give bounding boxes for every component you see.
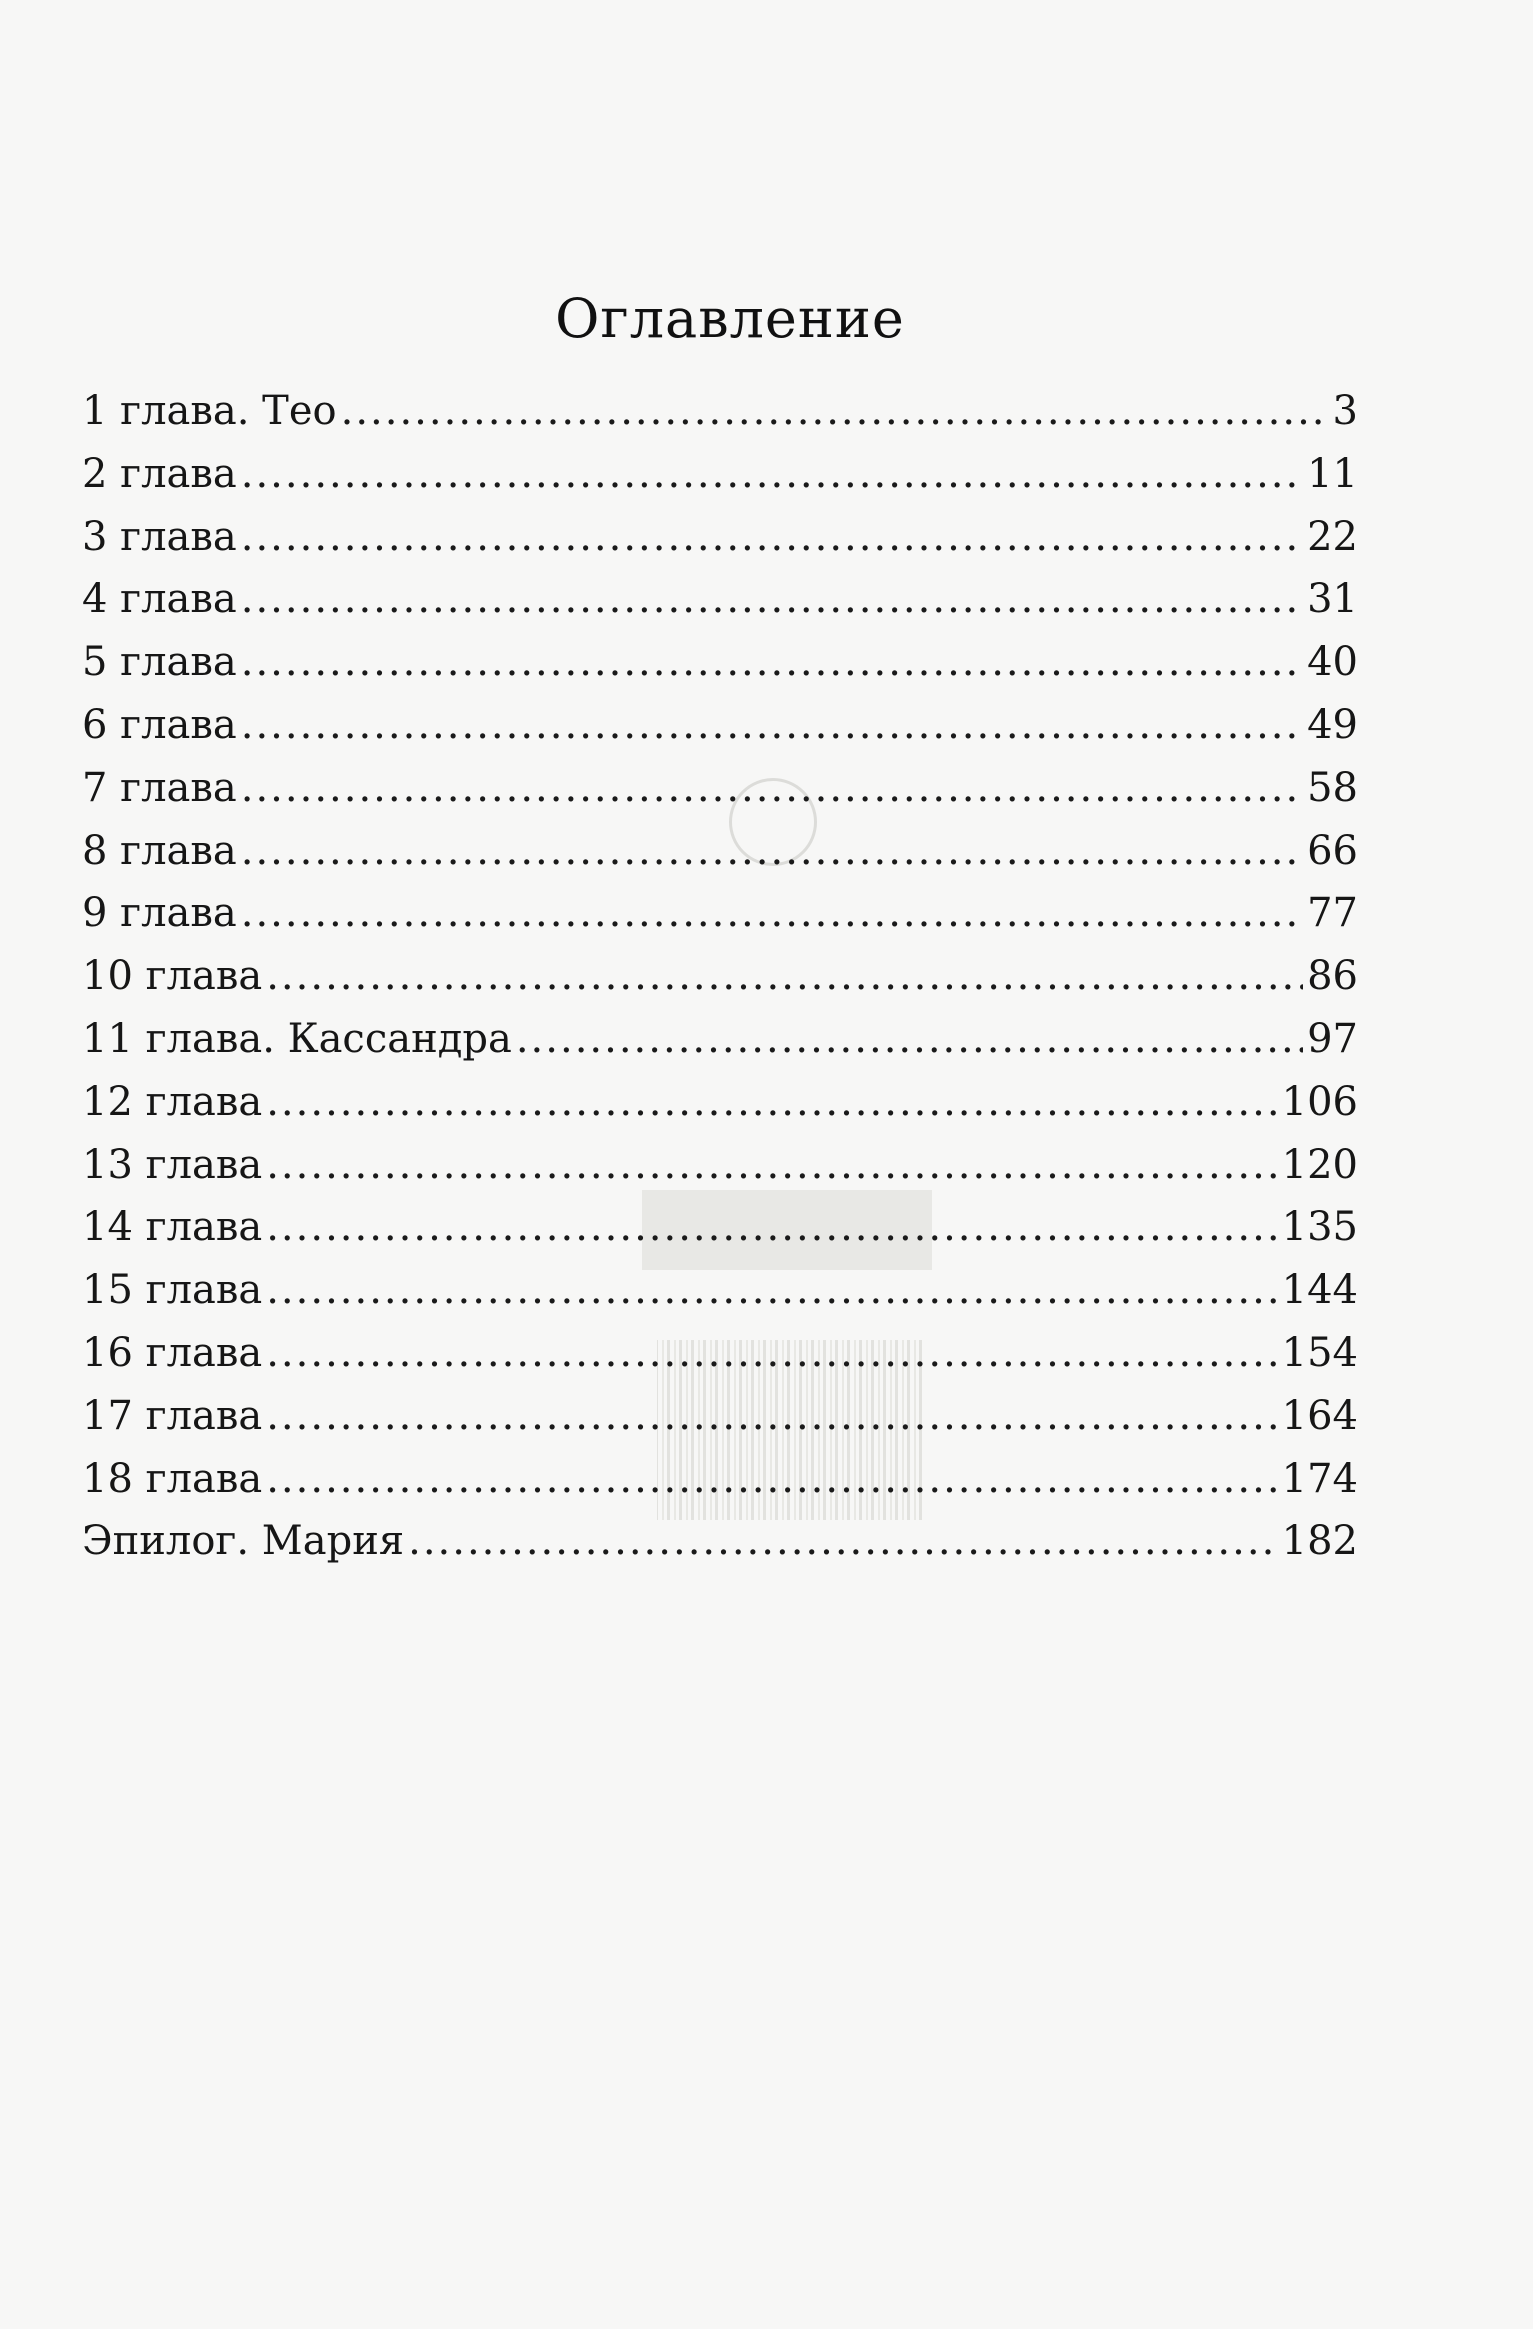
toc-page-number: 97 [1307, 1015, 1358, 1062]
toc-page-number: 11 [1307, 450, 1358, 497]
toc-entry[interactable] [82, 380, 1358, 443]
toc-page-number: 40 [1307, 639, 1358, 686]
toc-entry[interactable] [82, 1196, 1358, 1259]
toc-entry-label: 4 глава [82, 576, 237, 623]
toc-entry[interactable] [82, 945, 1358, 1008]
toc-entry-label: 15 глава [82, 1267, 263, 1314]
toc-entry-label: 10 глава [82, 953, 263, 1000]
dot-leader [266, 1385, 1277, 1448]
dot-leader [266, 1071, 1277, 1134]
toc-entry-label: 5 глава [82, 639, 237, 686]
toc-entry[interactable] [82, 820, 1358, 883]
toc-entry[interactable] [82, 631, 1358, 694]
toc-page-number: 135 [1281, 1204, 1358, 1251]
toc-page-number: 86 [1307, 953, 1358, 1000]
toc-entry[interactable] [82, 1448, 1358, 1511]
toc-entry[interactable] [82, 568, 1358, 631]
toc-entry-label: 3 глава [82, 513, 237, 560]
toc-entry[interactable] [82, 1008, 1358, 1071]
dot-leader [241, 820, 1303, 883]
toc-page-number: 66 [1307, 827, 1358, 874]
toc-page-number: 174 [1281, 1455, 1358, 1502]
dot-leader [266, 1134, 1277, 1197]
toc-entry-label: 16 глава [82, 1329, 263, 1376]
dot-leader [408, 1510, 1278, 1573]
toc-entry[interactable] [82, 443, 1358, 506]
dot-leader [341, 380, 1329, 443]
table-of-contents [82, 380, 1358, 1573]
dot-leader [241, 568, 1303, 631]
toc-page-number: 182 [1281, 1518, 1358, 1565]
dot-leader [241, 757, 1303, 820]
toc-entry[interactable] [82, 694, 1358, 757]
dot-leader [266, 1259, 1277, 1322]
toc-page-number: 144 [1281, 1267, 1358, 1314]
toc-entry[interactable] [82, 1322, 1358, 1385]
dot-leader [241, 631, 1303, 694]
toc-entry[interactable] [82, 757, 1358, 820]
dot-leader [266, 1448, 1277, 1511]
toc-page-number: 3 [1332, 388, 1358, 434]
toc-entry-label: 6 глава [82, 701, 237, 748]
toc-entry-label: 2 глава [82, 450, 237, 497]
toc-entry[interactable] [82, 1385, 1358, 1448]
dot-leader [266, 1196, 1277, 1259]
toc-entry-label: 13 глава [82, 1141, 263, 1188]
toc-entry-label: 12 глава [82, 1078, 263, 1125]
dot-leader [241, 443, 1303, 506]
toc-entry-label: 7 глава [82, 764, 237, 811]
toc-page-number: 49 [1307, 701, 1358, 748]
toc-page-number: 120 [1281, 1141, 1358, 1188]
toc-page-number: 77 [1307, 890, 1358, 937]
toc-entry[interactable] [82, 882, 1358, 945]
toc-entry[interactable] [82, 1071, 1358, 1134]
toc-page-number: 164 [1281, 1392, 1358, 1439]
toc-entry[interactable] [82, 1510, 1358, 1573]
page-title: Оглавление [555, 287, 905, 351]
dot-leader [241, 882, 1303, 945]
dot-leader [241, 506, 1303, 569]
toc-page-number: 22 [1307, 513, 1358, 560]
toc-page-number: 154 [1281, 1329, 1358, 1376]
toc-entry-label: 11 глава. Кассандра [82, 1015, 512, 1062]
toc-entry-label: 9 глава [82, 890, 237, 937]
toc-entry[interactable] [82, 506, 1358, 569]
toc-page-number: 58 [1307, 764, 1358, 811]
toc-entry-label: 1 глава. Тео [82, 388, 337, 434]
toc-entry-label: 17 глава [82, 1392, 263, 1439]
toc-entry-label: 14 глава [82, 1204, 263, 1251]
dot-leader [516, 1008, 1303, 1071]
dot-leader [241, 694, 1303, 757]
toc-entry-label: 8 глава [82, 827, 237, 874]
dot-leader [266, 1322, 1277, 1385]
toc-entry[interactable] [82, 1259, 1358, 1322]
toc-entry[interactable] [82, 1134, 1358, 1197]
toc-page-number: 106 [1281, 1078, 1358, 1125]
toc-entry-label: 18 глава [82, 1455, 263, 1502]
dot-leader [266, 945, 1303, 1008]
toc-page-number: 31 [1307, 576, 1358, 623]
toc-entry-label: Эпилог. Мария [82, 1518, 405, 1565]
